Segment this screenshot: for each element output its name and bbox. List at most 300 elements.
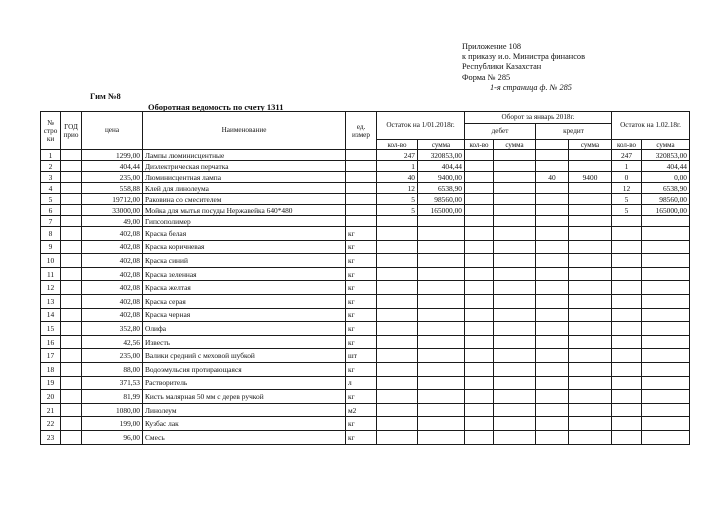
opening-qty xyxy=(377,216,418,227)
year-cell xyxy=(61,227,82,241)
col-credit-header: кредит xyxy=(536,124,612,140)
opening-sum xyxy=(418,308,465,322)
closing-sum: 98560,00 xyxy=(642,194,690,205)
closing-sum: 0,00 xyxy=(642,172,690,183)
opening-sum xyxy=(418,390,465,404)
col-name-header: Наименование xyxy=(143,112,346,150)
debit-qty xyxy=(465,376,494,390)
closing-qty xyxy=(612,335,642,349)
credit-qty xyxy=(536,430,569,444)
name-cell: Известь xyxy=(143,335,346,349)
name-cell: Краска серая xyxy=(143,294,346,308)
opening-qty xyxy=(377,308,418,322)
closing-sum xyxy=(642,349,690,363)
year-cell xyxy=(61,150,82,161)
debit-sum xyxy=(494,267,536,281)
opening-sum: 165000,00 xyxy=(418,205,465,216)
debit-qty xyxy=(465,205,494,216)
col-closing-header: Остаток на 1.02.18г. xyxy=(612,112,690,140)
credit-sum xyxy=(569,308,612,322)
debit-qty xyxy=(465,227,494,241)
price-cell: 96,00 xyxy=(82,430,143,444)
closing-qty: 247 xyxy=(612,150,642,161)
credit-sum-header: сумма xyxy=(569,140,612,150)
credit-qty xyxy=(536,322,569,336)
debit-sum xyxy=(494,194,536,205)
debit-qty xyxy=(465,150,494,161)
opening-qty: 12 xyxy=(377,183,418,194)
debit-sum xyxy=(494,349,536,363)
credit-qty xyxy=(536,308,569,322)
year-cell xyxy=(61,390,82,404)
unit-cell: м2 xyxy=(346,403,377,417)
unit-cell: кг xyxy=(346,267,377,281)
row-number: 17 xyxy=(41,349,61,363)
unit-cell xyxy=(346,183,377,194)
price-cell: 402,08 xyxy=(82,254,143,268)
unit-cell: шт xyxy=(346,349,377,363)
col-turnover-header: Оборот за январь 2018г. xyxy=(465,112,612,124)
price-cell: 81,99 xyxy=(82,390,143,404)
credit-qty xyxy=(536,376,569,390)
closing-sum xyxy=(642,240,690,254)
row-number: 14 xyxy=(41,308,61,322)
opening-sum xyxy=(418,267,465,281)
opening-qty xyxy=(377,267,418,281)
credit-sum xyxy=(569,335,612,349)
credit-qty xyxy=(536,403,569,417)
closing-sum xyxy=(642,417,690,431)
name-cell: Краска синий xyxy=(143,254,346,268)
row-number: 5 xyxy=(41,194,61,205)
debit-qty xyxy=(465,254,494,268)
credit-qty-header xyxy=(536,140,569,150)
year-cell xyxy=(61,308,82,322)
closing-qty xyxy=(612,281,642,295)
year-cell xyxy=(61,376,82,390)
year-cell xyxy=(61,349,82,363)
document-title: Оборотная ведомость по счету 1311 xyxy=(148,102,284,112)
debit-qty-header: кол-во xyxy=(465,140,494,150)
debit-sum xyxy=(494,430,536,444)
unit-cell: кг xyxy=(346,417,377,431)
year-cell xyxy=(61,161,82,172)
debit-sum xyxy=(494,390,536,404)
table-row xyxy=(41,376,690,390)
page-note: 1-я страница ф. № 285 xyxy=(490,82,572,92)
debit-sum xyxy=(494,322,536,336)
table-row xyxy=(41,194,690,205)
closing-qty: 12 xyxy=(612,183,642,194)
debit-qty xyxy=(465,294,494,308)
credit-sum xyxy=(569,349,612,363)
name-cell: Мойка для мытья посуды Нержавейка 640*480 xyxy=(143,205,346,216)
price-cell: 402,08 xyxy=(82,227,143,241)
year-cell xyxy=(61,216,82,227)
table-row xyxy=(41,403,690,417)
credit-sum xyxy=(569,376,612,390)
table-row xyxy=(41,205,690,216)
table-row xyxy=(41,161,690,172)
debit-sum xyxy=(494,240,536,254)
credit-qty xyxy=(536,240,569,254)
debit-qty xyxy=(465,335,494,349)
closing-sum xyxy=(642,308,690,322)
debit-sum xyxy=(494,172,536,183)
opening-qty xyxy=(377,322,418,336)
debit-sum xyxy=(494,308,536,322)
closing-sum xyxy=(642,294,690,308)
closing-qty xyxy=(612,267,642,281)
credit-sum xyxy=(569,240,612,254)
price-cell: 402,08 xyxy=(82,281,143,295)
price-cell: 404,44 xyxy=(82,161,143,172)
unit-cell: кг xyxy=(346,281,377,295)
credit-qty xyxy=(536,205,569,216)
debit-qty xyxy=(465,349,494,363)
debit-qty xyxy=(465,267,494,281)
opening-sum: 320853,00 xyxy=(418,150,465,161)
opening-sum xyxy=(418,335,465,349)
year-cell xyxy=(61,205,82,216)
debit-qty xyxy=(465,322,494,336)
debit-qty xyxy=(465,417,494,431)
name-cell: Кисть малярная 50 мм с дерев ручкой xyxy=(143,390,346,404)
year-cell xyxy=(61,417,82,431)
price-cell: 352,80 xyxy=(82,322,143,336)
year-cell xyxy=(61,281,82,295)
header-line: Приложение 108 xyxy=(462,42,522,51)
opening-qty xyxy=(377,227,418,241)
closing-qty xyxy=(612,308,642,322)
credit-sum xyxy=(569,194,612,205)
table-row xyxy=(41,183,690,194)
table-row xyxy=(41,390,690,404)
closing-sum xyxy=(642,216,690,227)
price-cell: 42,56 xyxy=(82,335,143,349)
unit-cell xyxy=(346,150,377,161)
name-cell: Гипсополимер xyxy=(143,216,346,227)
credit-qty xyxy=(536,161,569,172)
closing-qty xyxy=(612,254,642,268)
year-cell xyxy=(61,194,82,205)
unit-cell: кг xyxy=(346,227,377,241)
opening-sum xyxy=(418,349,465,363)
opening-sum xyxy=(418,216,465,227)
unit-cell: кг xyxy=(346,322,377,336)
credit-sum xyxy=(569,430,612,444)
unit-cell xyxy=(346,216,377,227)
table-row xyxy=(41,335,690,349)
table-row xyxy=(41,281,690,295)
closing-sum xyxy=(642,281,690,295)
debit-sum xyxy=(494,205,536,216)
credit-qty xyxy=(536,335,569,349)
opening-qty: 1 xyxy=(377,161,418,172)
credit-sum xyxy=(569,227,612,241)
row-number: 4 xyxy=(41,183,61,194)
unit-cell xyxy=(346,172,377,183)
header-line: Республики Казахстан xyxy=(462,62,542,72)
table-row xyxy=(41,150,690,161)
unit-cell: кг xyxy=(346,294,377,308)
name-cell: Линолеум xyxy=(143,403,346,417)
name-cell: Кузбас лак xyxy=(143,417,346,431)
col-debit-header: дебет xyxy=(465,124,536,140)
opening-sum xyxy=(418,240,465,254)
opening-sum xyxy=(418,322,465,336)
col-unit-header: ед. измер xyxy=(346,112,377,150)
opening-qty xyxy=(377,349,418,363)
credit-sum xyxy=(569,267,612,281)
table-row xyxy=(41,216,690,227)
year-cell xyxy=(61,240,82,254)
opening-qty xyxy=(377,294,418,308)
opening-qty xyxy=(377,335,418,349)
col-year-header: ГОД прио xyxy=(61,112,82,150)
row-number: 6 xyxy=(41,205,61,216)
closing-sum: 165000,00 xyxy=(642,205,690,216)
credit-sum xyxy=(569,216,612,227)
debit-qty xyxy=(465,390,494,404)
credit-qty xyxy=(536,267,569,281)
debit-sum xyxy=(494,376,536,390)
closing-qty xyxy=(612,216,642,227)
opening-sum-header: сумма xyxy=(418,140,465,150)
debit-sum xyxy=(494,281,536,295)
closing-sum xyxy=(642,390,690,404)
credit-qty xyxy=(536,254,569,268)
closing-sum xyxy=(642,362,690,376)
credit-qty xyxy=(536,417,569,431)
debit-sum-header: сумма xyxy=(494,140,536,150)
closing-sum xyxy=(642,403,690,417)
row-number: 10 xyxy=(41,254,61,268)
opening-sum: 9400,00 xyxy=(418,172,465,183)
table-row xyxy=(41,267,690,281)
credit-sum xyxy=(569,281,612,295)
year-cell xyxy=(61,172,82,183)
unit-cell xyxy=(346,161,377,172)
opening-qty: 247 xyxy=(377,150,418,161)
closing-sum xyxy=(642,376,690,390)
debit-sum xyxy=(494,183,536,194)
year-cell xyxy=(61,294,82,308)
name-cell: Диэлектрическая перчатка xyxy=(143,161,346,172)
name-cell: Краска желтая xyxy=(143,281,346,295)
credit-sum xyxy=(569,254,612,268)
row-number: 12 xyxy=(41,281,61,295)
table-row xyxy=(41,308,690,322)
debit-qty xyxy=(465,240,494,254)
opening-sum xyxy=(418,376,465,390)
closing-qty xyxy=(612,376,642,390)
opening-qty-header: кол-во xyxy=(377,140,418,150)
row-number: 11 xyxy=(41,267,61,281)
price-cell: 19712,00 xyxy=(82,194,143,205)
opening-qty: 5 xyxy=(377,194,418,205)
name-cell: Олифа xyxy=(143,322,346,336)
table-row xyxy=(41,240,690,254)
year-cell xyxy=(61,403,82,417)
unit-cell: кг xyxy=(346,430,377,444)
opening-sum xyxy=(418,227,465,241)
opening-qty: 40 xyxy=(377,172,418,183)
credit-sum xyxy=(569,322,612,336)
table-row xyxy=(41,322,690,336)
row-number: 15 xyxy=(41,322,61,336)
credit-sum xyxy=(569,390,612,404)
name-cell: Клей для линолеума xyxy=(143,183,346,194)
price-cell: 402,08 xyxy=(82,267,143,281)
name-cell: Краска коричневая xyxy=(143,240,346,254)
credit-qty xyxy=(536,216,569,227)
price-cell: 1080,00 xyxy=(82,403,143,417)
year-cell xyxy=(61,335,82,349)
price-cell: 402,08 xyxy=(82,308,143,322)
name-cell: Краска белая xyxy=(143,227,346,241)
name-cell: Лампы люминисцентные xyxy=(143,150,346,161)
opening-sum xyxy=(418,430,465,444)
gym-label: Гим №8 xyxy=(90,91,121,101)
name-cell: Люминисцентная лампа xyxy=(143,172,346,183)
debit-qty xyxy=(465,308,494,322)
table-row xyxy=(41,430,690,444)
year-cell xyxy=(61,430,82,444)
credit-qty xyxy=(536,183,569,194)
debit-qty xyxy=(465,281,494,295)
name-cell: Валики средний с меховой шубкой xyxy=(143,349,346,363)
closing-qty xyxy=(612,294,642,308)
row-number: 7 xyxy=(41,216,61,227)
credit-qty xyxy=(536,362,569,376)
opening-sum: 404,44 xyxy=(418,161,465,172)
col-price-header: цена xyxy=(82,112,143,150)
credit-sum xyxy=(569,150,612,161)
row-number: 1 xyxy=(41,150,61,161)
credit-sum xyxy=(569,205,612,216)
credit-sum: 9400 xyxy=(569,172,612,183)
row-number: 3 xyxy=(41,172,61,183)
col-opening-header: Остаток на 1/01.2018г. xyxy=(377,112,465,140)
closing-sum xyxy=(642,227,690,241)
credit-sum xyxy=(569,161,612,172)
price-cell: 371,53 xyxy=(82,376,143,390)
debit-qty xyxy=(465,161,494,172)
closing-sum: 404,44 xyxy=(642,161,690,172)
unit-cell: л xyxy=(346,376,377,390)
table-row xyxy=(41,172,690,183)
credit-qty xyxy=(536,281,569,295)
opening-sum xyxy=(418,281,465,295)
name-cell: Водоэмульсия протирающаяся xyxy=(143,362,346,376)
debit-qty xyxy=(465,172,494,183)
debit-qty xyxy=(465,194,494,205)
table-row xyxy=(41,417,690,431)
opening-qty xyxy=(377,403,418,417)
table-row xyxy=(41,294,690,308)
opening-qty xyxy=(377,240,418,254)
debit-sum xyxy=(494,254,536,268)
unit-cell xyxy=(346,194,377,205)
closing-sum xyxy=(642,430,690,444)
opening-qty xyxy=(377,281,418,295)
row-number: 13 xyxy=(41,294,61,308)
opening-qty xyxy=(377,417,418,431)
closing-qty xyxy=(612,349,642,363)
unit-cell: кг xyxy=(346,362,377,376)
closing-sum: 320853,00 xyxy=(642,150,690,161)
debit-sum xyxy=(494,161,536,172)
credit-qty xyxy=(536,349,569,363)
opening-sum xyxy=(418,294,465,308)
opening-qty xyxy=(377,376,418,390)
opening-sum xyxy=(418,362,465,376)
unit-cell: кг xyxy=(346,254,377,268)
debit-sum xyxy=(494,227,536,241)
name-cell: Краска черная xyxy=(143,308,346,322)
debit-sum xyxy=(494,417,536,431)
debit-sum xyxy=(494,362,536,376)
price-cell: 402,08 xyxy=(82,240,143,254)
price-cell: 558,88 xyxy=(82,183,143,194)
header-line: Форма № 285 xyxy=(462,72,511,82)
credit-qty xyxy=(536,390,569,404)
row-number: 9 xyxy=(41,240,61,254)
price-cell: 88,00 xyxy=(82,362,143,376)
closing-sum: 6538,90 xyxy=(642,183,690,194)
row-number: 16 xyxy=(41,335,61,349)
debit-qty xyxy=(465,403,494,417)
row-number: 8 xyxy=(41,227,61,241)
form-header xyxy=(462,42,585,93)
year-cell xyxy=(61,254,82,268)
turnover-table xyxy=(40,111,690,445)
closing-qty xyxy=(612,322,642,336)
closing-qty xyxy=(612,403,642,417)
price-cell: 402,08 xyxy=(82,294,143,308)
closing-qty xyxy=(612,417,642,431)
credit-qty: 40 xyxy=(536,172,569,183)
price-cell: 235,00 xyxy=(82,349,143,363)
debit-sum xyxy=(494,335,536,349)
opening-qty: 5 xyxy=(377,205,418,216)
row-number: 18 xyxy=(41,362,61,376)
debit-sum xyxy=(494,403,536,417)
row-number: 21 xyxy=(41,403,61,417)
name-cell: Краска зеленная xyxy=(143,267,346,281)
closing-sum xyxy=(642,254,690,268)
closing-qty: 5 xyxy=(612,205,642,216)
closing-qty xyxy=(612,430,642,444)
credit-qty xyxy=(536,150,569,161)
unit-cell: кг xyxy=(346,390,377,404)
opening-sum xyxy=(418,254,465,268)
closing-qty: 5 xyxy=(612,194,642,205)
row-number: 19 xyxy=(41,376,61,390)
debit-sum xyxy=(494,216,536,227)
credit-sum xyxy=(569,417,612,431)
closing-qty: 1 xyxy=(612,161,642,172)
credit-sum xyxy=(569,362,612,376)
closing-sum xyxy=(642,322,690,336)
price-cell: 235,00 xyxy=(82,172,143,183)
year-cell xyxy=(61,322,82,336)
col-num-header: № стро ки xyxy=(41,112,61,150)
debit-qty xyxy=(465,362,494,376)
row-number: 20 xyxy=(41,390,61,404)
opening-sum xyxy=(418,403,465,417)
